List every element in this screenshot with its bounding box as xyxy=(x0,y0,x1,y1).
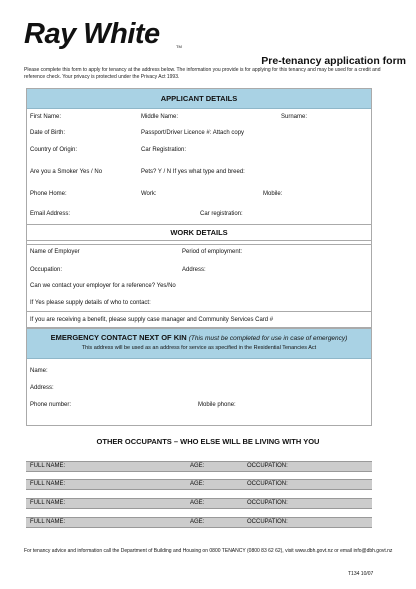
emergency-heading-note: (This must be completed for use in case of emergency) xyxy=(188,335,348,342)
phone-home-label: Phone Home: xyxy=(30,191,67,197)
work-address-label: Address: xyxy=(182,267,206,273)
supply-details-label: If Yes please supply details of who to contact: xyxy=(30,300,151,306)
trademark-mark: TM xyxy=(176,44,182,49)
work-section xyxy=(26,224,372,328)
surname-label: Surname: xyxy=(281,114,308,120)
contact-question: Can we contact your employer for a reference? Yes/No xyxy=(30,283,176,289)
period-label: Period of employment: xyxy=(182,249,243,255)
car-registration-label: Car registration: xyxy=(200,211,243,217)
emergency-phone-label: Phone number: xyxy=(30,402,72,408)
occupant-occupation-label: OCCUPATION: xyxy=(247,481,288,487)
pets-label: Pets? Y / N If yes what type and breed: xyxy=(141,169,245,175)
emergency-name-label: Name: xyxy=(30,368,48,374)
form-title: Pre-tenancy application form xyxy=(261,55,406,67)
employer-label: Name of Employer xyxy=(30,249,80,255)
occupant-occupation-label: OCCUPATION: xyxy=(247,519,288,525)
occupant-row xyxy=(26,461,372,472)
occupant-occupation-label: OCCUPATION: xyxy=(247,463,288,469)
occupant-age-label: AGE: xyxy=(190,519,205,525)
occupant-row xyxy=(26,479,372,490)
emergency-address-label: Address: xyxy=(30,385,54,391)
applicant-heading: APPLICANT DETAILS xyxy=(27,89,371,109)
country-label: Country of Origin: xyxy=(30,147,78,153)
work-heading: WORK DETAILS xyxy=(27,225,371,241)
occupant-age-label: AGE: xyxy=(190,500,205,506)
dob-label: Date of Birth: xyxy=(30,130,66,136)
occupation-label: Occupation: xyxy=(30,267,63,273)
ray-white-logo: Ray White xyxy=(24,18,160,50)
occupant-row xyxy=(26,498,372,509)
smoker-label: Are you a Smoker Yes / No xyxy=(30,169,103,175)
footer-text: For tenancy advice and information call the Department of Building and Housing on 0800 TENANCY (0800 83 62 62), visit www.dbh.govt.nz or email info@dbh.govt.nz xyxy=(24,548,393,554)
applicant-section xyxy=(26,88,372,245)
occupant-full-name-label: FULL NAME: xyxy=(30,500,66,506)
car-reg-label: Car Registration: xyxy=(141,147,187,153)
emergency-section xyxy=(26,328,372,426)
first-name-label: First Name: xyxy=(30,114,62,120)
occupant-occupation-label: OCCUPATION: xyxy=(247,500,288,506)
occupant-full-name-label: FULL NAME: xyxy=(30,463,66,469)
intro-text: Please complete this form to apply for tenancy at the address below. The information you provide is for applying for this tenancy and may be used for a credit and reference check. Your privacy is protected under the Privacy Act 1993. xyxy=(24,67,381,80)
form-code: T134 10/07 xyxy=(348,571,374,577)
emergency-heading-title: EMERGENCY CONTACT NEXT OF KIN xyxy=(50,333,187,342)
email-label: Email Address: xyxy=(30,211,71,217)
work-phone-label: Work: xyxy=(141,191,157,197)
emergency-subheading: This address will be used as an address for service as specified in the Residential Tenancies Act xyxy=(81,345,317,351)
licence-label: Passport/Driver Licence #: Attach copy xyxy=(141,130,245,136)
middle-name-label: Middle Name: xyxy=(141,114,179,120)
occupant-full-name-label: FULL NAME: xyxy=(30,481,66,487)
occupant-age-label: AGE: xyxy=(190,463,205,469)
occupant-full-name-label: FULL NAME: xyxy=(30,519,66,525)
emergency-mobile-label: Mobile phone: xyxy=(198,402,236,408)
emergency-heading xyxy=(27,329,371,359)
occupant-age-label: AGE: xyxy=(190,481,205,487)
mobile-label: Mobile: xyxy=(263,191,283,197)
occupant-row xyxy=(26,517,372,528)
benefit-label: If you are receiving a benefit, please supply case manager and Community Services Card # xyxy=(30,317,274,323)
occupants-heading: OTHER OCCUPANTS – WHO ELSE WILL BE LIVING WITH YOU xyxy=(96,437,320,446)
